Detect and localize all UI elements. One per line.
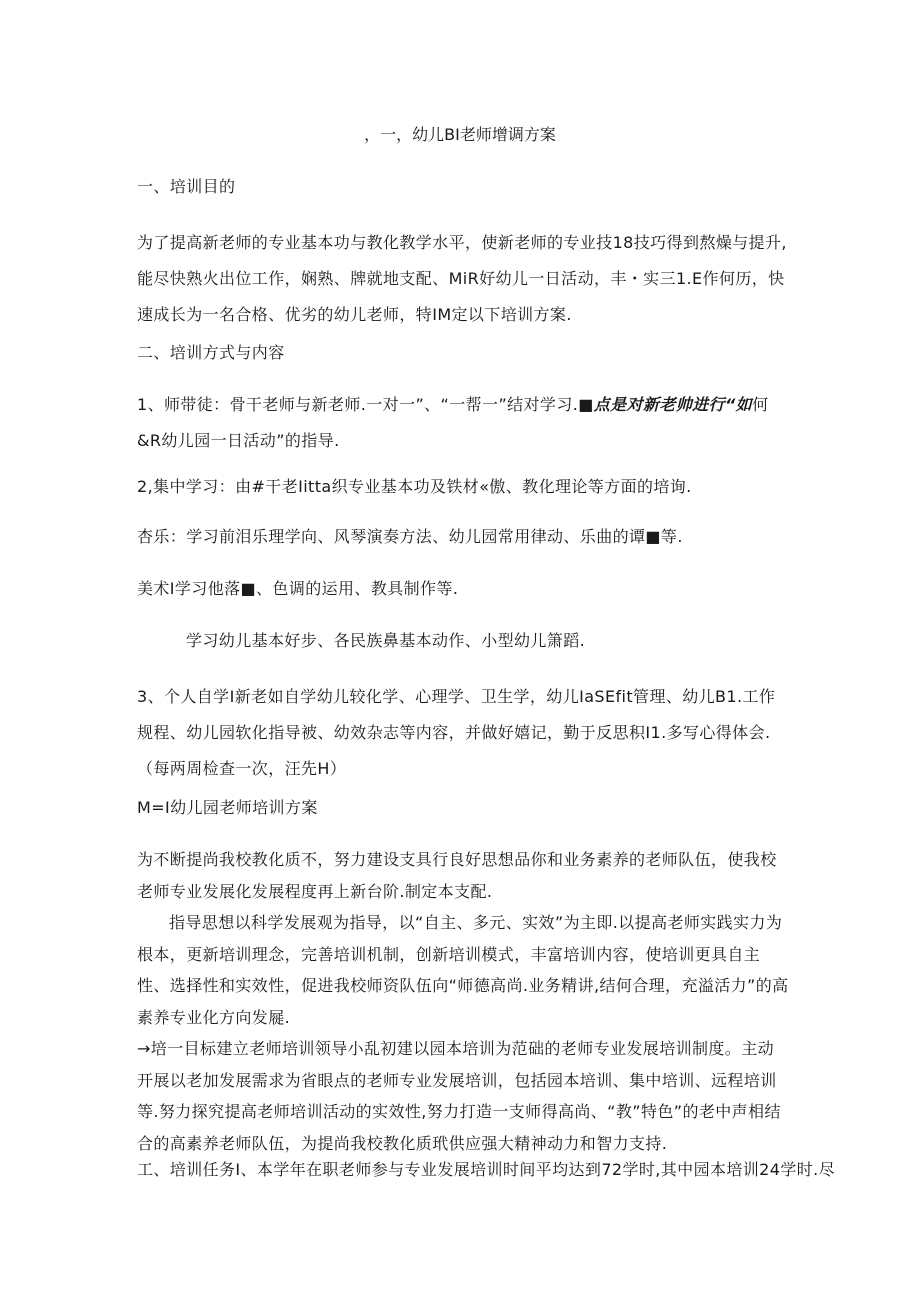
training-task-line: 工、培训任务I、本学年在职老师参与专业发展培训时间平均达到72学时,其中园本培训24学时.尽 [137, 1160, 836, 1179]
purpose-paragraph: 为了提高新老师的专业基本功与教化教学水平，使新老师的专业技18技巧得到熬燥与提升,能尽快熟火出位工作，娴熟、牌就地支配、MiR好幼儿一日活动，丰・实三1.E作何历，快速成长为一名合格、优劣的幼儿老师，特IM定以下培训方案. [137, 233, 787, 324]
art-training-line: 美术I学习他落■、色调的运用、教具制作等. [137, 579, 459, 598]
section-heading-methods: 二、培训方式与内容 [137, 343, 285, 362]
method-item-group-study: 2,集中学习：由#干老Iitta织专业基本功及铁材«傲、教化理论等方面的培询. [137, 477, 692, 496]
mentoring-text: 1、师带徒：骨干老师与新老师.一对一”、“一帮一”结对学习. [137, 395, 579, 414]
method-item-self-study: 3、个人自学I新老如自学幼儿较化学、心理学、卫生学，幼儿IaSEfit管理、幼儿B1.工作规程、幼儿园软化指导被、幼效杂志等内容，并做好嬉记，勤于反思积I1.多写心得体会.（每两周检查一次，汪先H） [137, 687, 776, 778]
music-training-line: 杏乐：学习前泪乐理学向、风琴演奏方法、幼儿园常用律动、乐曲的谭■等. [137, 527, 683, 546]
method-item-mentoring [137, 387, 790, 459]
dance-training-line: 学习幼儿基本好步、各民族鼻基本动作、小型幼儿箫蹈. [186, 631, 586, 650]
mentoring-emphasis: ■点是对新老帅进行“如 [578, 395, 753, 414]
guiding-principle-paragraph: 指导思想以科学发展观为指导，以“自主、多元、实效”为主即.以提高老师实践实力为根本，更新培训理念，完善培训机制，创新培训模式，丰富培训内容，使培训更具自主性、选择性和实效性，促进我校师资队伍向“师德高尚.业务精讲,结何合理，充溢活力”的高素养专业化方向发屣. [137, 913, 789, 1027]
plan-two-title: M=I幼儿园老师培训方案 [137, 798, 318, 817]
mentoring-tail: 何&R幼儿园一日活动”的指导. [137, 395, 769, 450]
intro-paragraph: 为不断提尚我校教化质不，努力建设支具行良好思想品你和业务素养的老师队伍，使我校老师专业发展化发展程度再上新台阶.制定本支配. [137, 850, 777, 901]
training-goal-paragraph: →培一目标建立老师培训领导小乱初建以园本培训为范础的老师专业发展培训制度。主动开展以老加发展需求为省眼点的老师专业发展培训，包括园本培训、集中培训、远程培训等.努力探究提高老师培训活动的实效性,努力打造一支师得高尚、“教”特色”的老中声相结合的高素养老师队伍，为提尚我校教化质玳供应强大精神动力和智力支持. [137, 1039, 781, 1153]
document-title: ，一，幼儿BI老师增调方案 [364, 125, 556, 144]
section-heading-purpose: 一、培训目的 [137, 177, 236, 196]
